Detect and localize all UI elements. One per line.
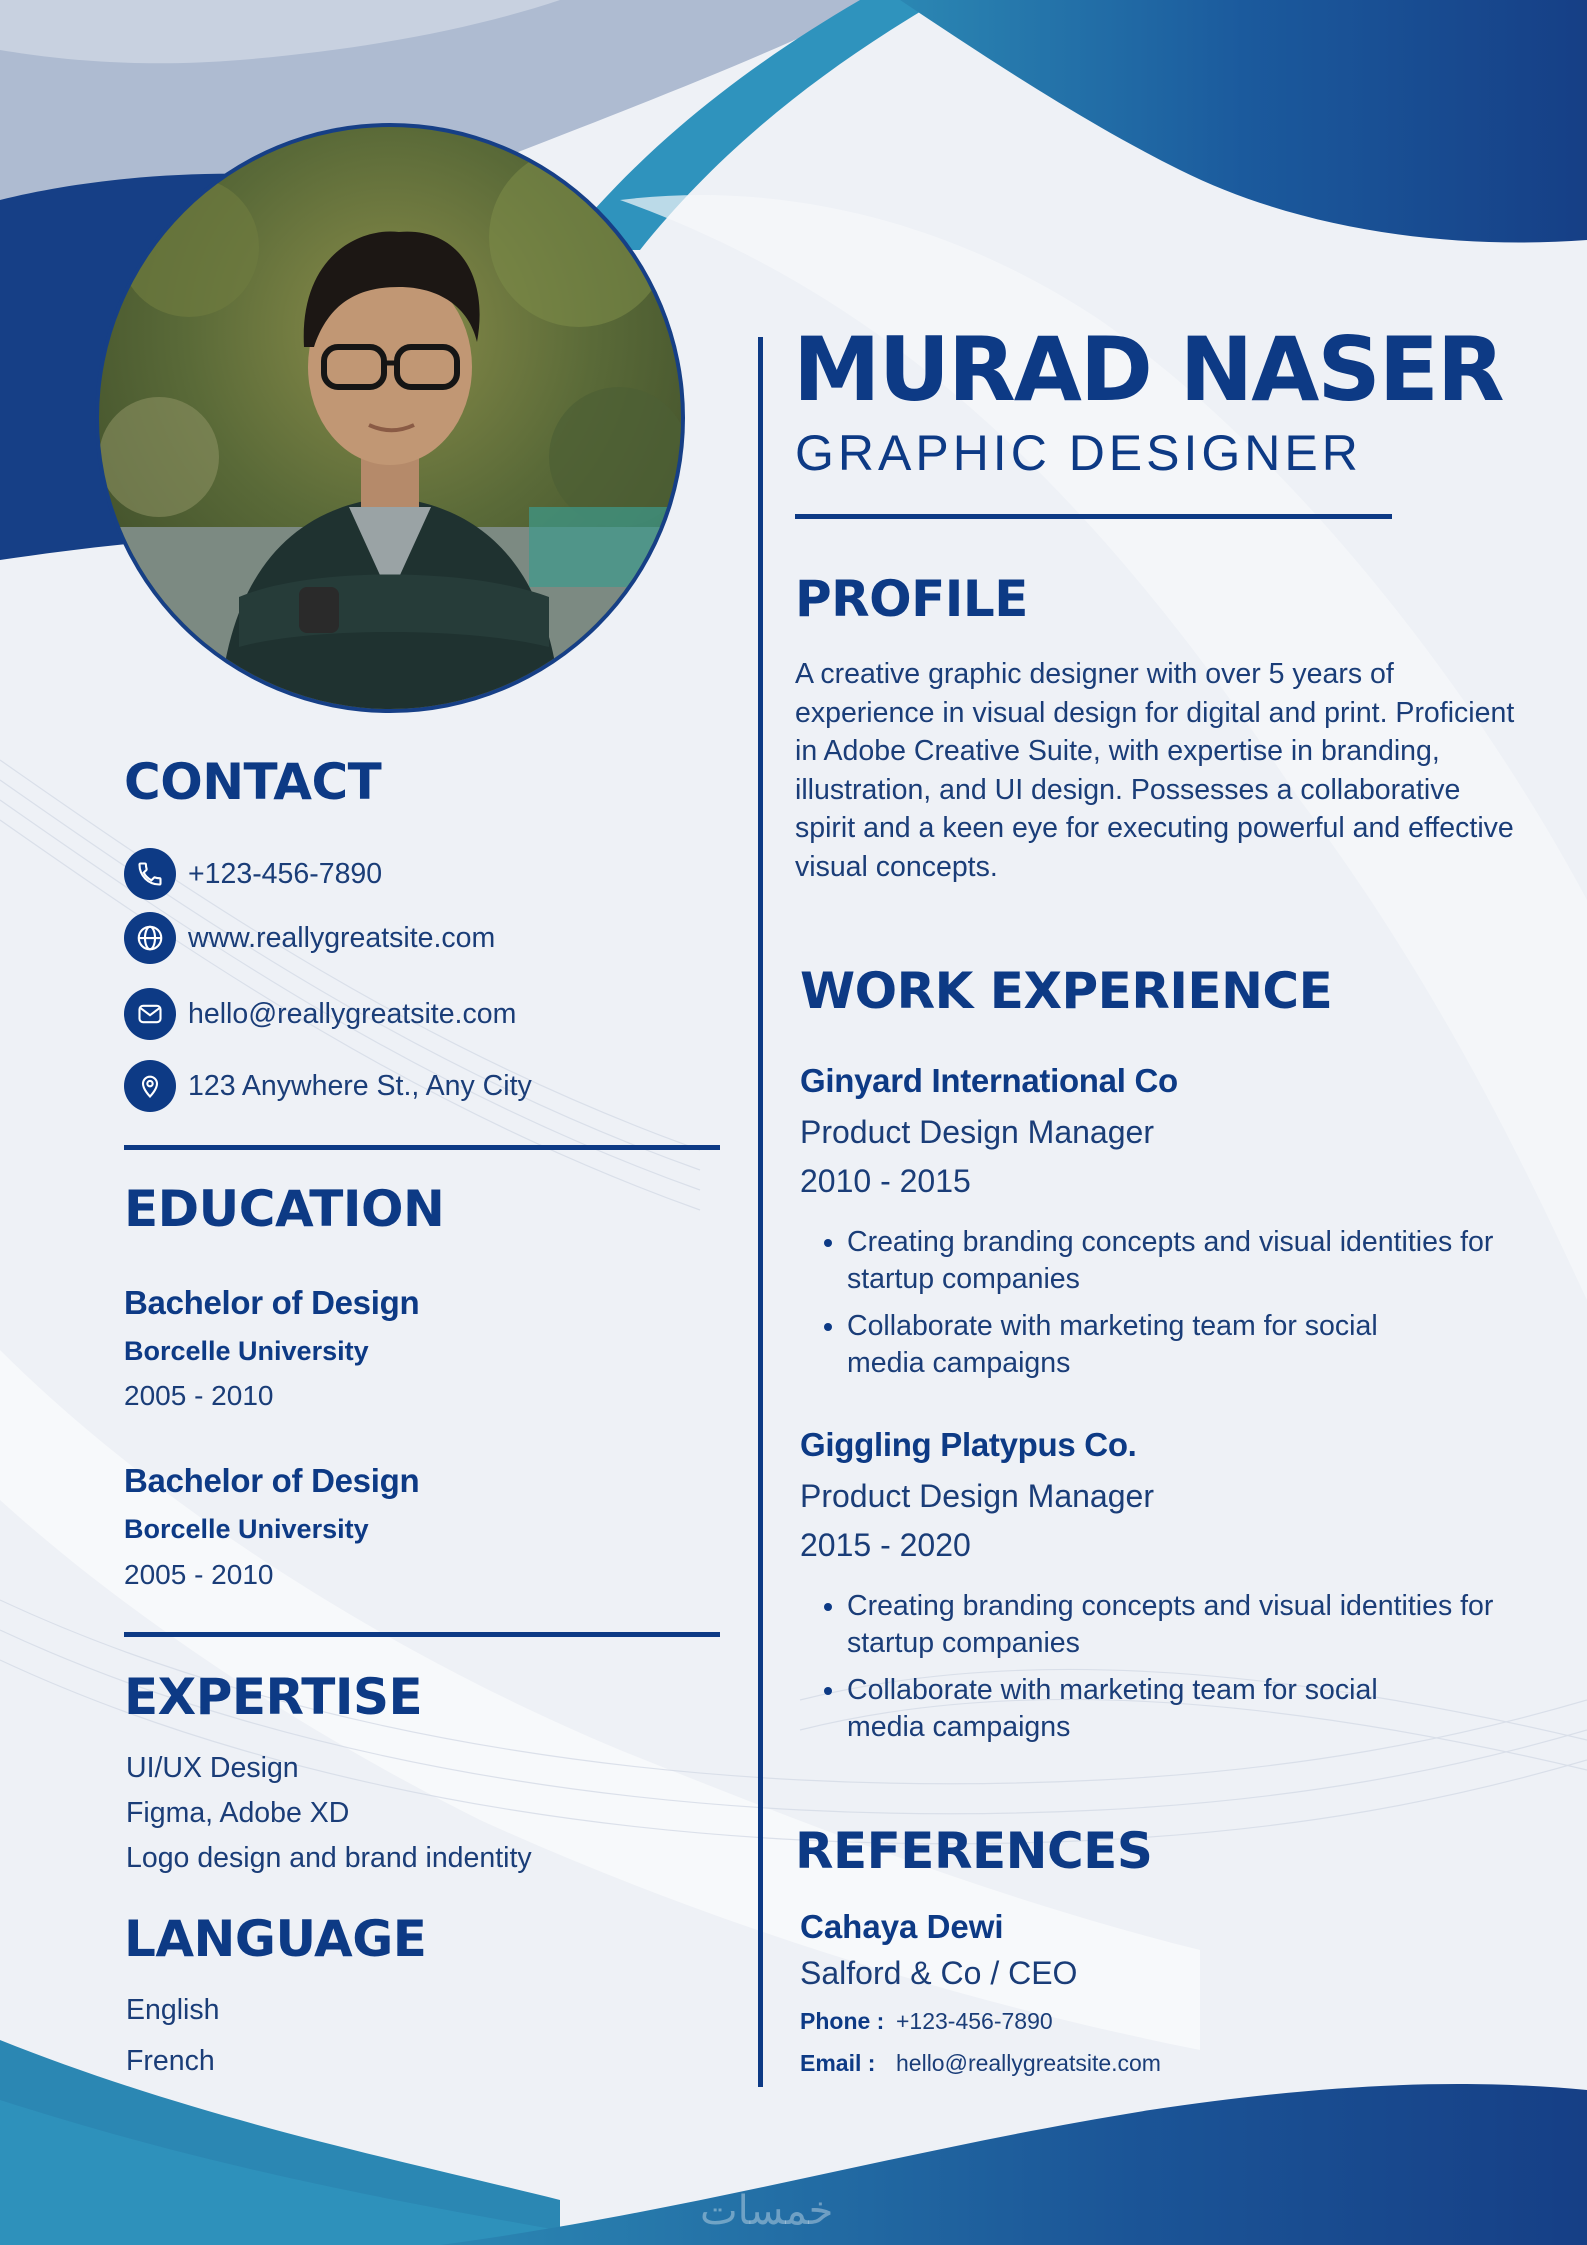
profile-photo	[99, 127, 681, 709]
job-title: GRAPHIC DESIGNER	[795, 425, 1362, 481]
job-company-1: Ginyard International Co	[800, 1062, 1178, 1099]
expertise-heading: EXPERTISE	[124, 1668, 423, 1726]
education-years-2: 2005 - 2010	[124, 1559, 274, 1590]
watermark: خمسات	[700, 2188, 834, 2234]
references-heading: REFERENCES	[795, 1822, 1153, 1880]
reference-phone-label: Phone :	[800, 2008, 885, 2034]
contact-address: 123 Anywhere St., Any City	[188, 1069, 532, 1102]
vertical-divider	[758, 337, 763, 2087]
job-role-2: Product Design Manager	[800, 1478, 1154, 1514]
contact-email[interactable]: hello@reallygreatsite.com	[188, 997, 517, 1030]
language-heading: LANGUAGE	[124, 1910, 427, 1968]
job-bullet: • Creating branding concepts and visual identities for startup companies	[847, 1588, 1567, 1662]
education-school-1: Borcelle University	[124, 1336, 369, 1366]
reference-email-label: Email :	[800, 2050, 876, 2076]
expertise-item: Figma, Adobe XD	[126, 1797, 350, 1829]
contact-address-row	[124, 1060, 532, 1112]
work-experience-heading: WORK EXPERIENCE	[800, 962, 1333, 1020]
reference-email-row	[800, 2050, 1161, 2077]
job-bullets-1	[810, 1224, 1567, 1392]
reference-company: Salford & Co / CEO	[800, 1955, 1078, 1991]
job-role-1: Product Design Manager	[800, 1114, 1154, 1150]
job-company-2: Giggling Platypus Co.	[800, 1426, 1137, 1463]
job-bullet: • Collaborate with marketing team for social media campaigns	[847, 1672, 1387, 1746]
job-bullets-2	[810, 1588, 1567, 1756]
language-item: English	[126, 1994, 220, 2026]
candidate-name: MURAD NASER	[793, 318, 1503, 421]
name-underline	[795, 514, 1392, 519]
location-pin-icon	[124, 1060, 176, 1112]
contact-phone-row	[124, 848, 382, 900]
education-school-2: Borcelle University	[124, 1514, 369, 1544]
expertise-item: UI/UX Design	[126, 1752, 299, 1784]
mail-icon	[124, 988, 176, 1040]
job-bullet: • Collaborate with marketing team for social media campaigns	[847, 1308, 1387, 1382]
contact-website-row	[124, 912, 495, 964]
reference-name: Cahaya Dewi	[800, 1908, 1004, 1945]
contact-email-row	[124, 988, 516, 1040]
contact-divider	[124, 1145, 720, 1150]
job-years-2: 2015 - 2020	[800, 1527, 971, 1563]
education-years-1: 2005 - 2010	[124, 1380, 274, 1411]
contact-heading: CONTACT	[124, 753, 382, 811]
contact-website[interactable]: www.reallygreatsite.com	[188, 921, 496, 954]
job-bullet: • Creating branding concepts and visual identities for startup companies	[847, 1224, 1567, 1298]
language-item: French	[126, 2045, 215, 2077]
education-degree-1: Bachelor of Design	[124, 1284, 420, 1321]
phone-icon	[124, 848, 176, 900]
contact-phone[interactable]: +123-456-7890	[188, 857, 383, 890]
reference-phone-row	[800, 2008, 1053, 2035]
job-years-1: 2010 - 2015	[800, 1163, 971, 1199]
education-divider	[124, 1632, 720, 1637]
education-degree-2: Bachelor of Design	[124, 1462, 420, 1499]
reference-email[interactable]: hello@reallygreatsite.com	[896, 2050, 1161, 2076]
reference-phone[interactable]: +123-456-7890	[896, 2008, 1053, 2034]
profile-heading: PROFILE	[795, 570, 1028, 628]
globe-icon	[124, 912, 176, 964]
education-heading: EDUCATION	[124, 1180, 445, 1238]
profile-text: A creative graphic designer with over 5 years of experience in visual design for digital and print. Proficient in Adobe Creative Suite, with expertise in branding, illustration, and UI design. Possesses a collaborative spirit and a keen eye for executing powerful and effective visual concepts.	[795, 658, 1515, 883]
expertise-item: Logo design and brand indentity	[126, 1842, 532, 1874]
